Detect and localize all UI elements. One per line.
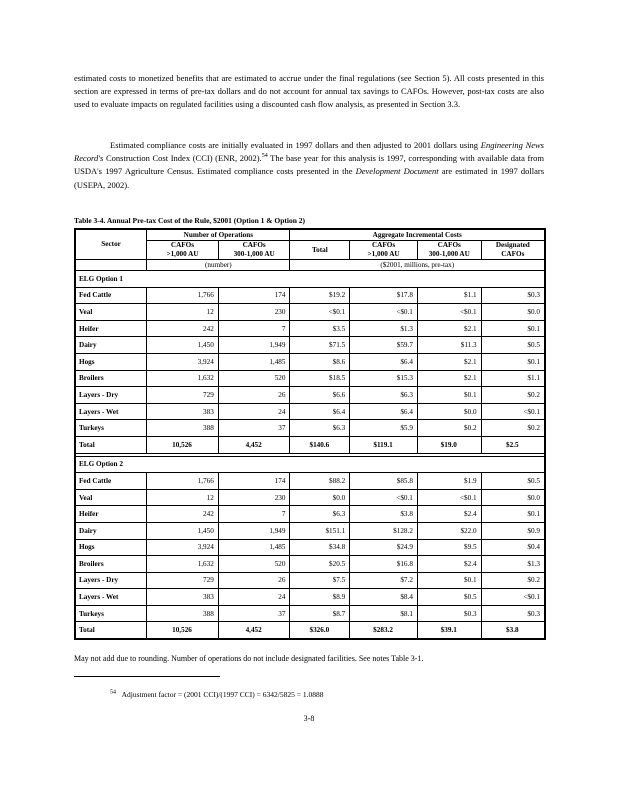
designated-cost-cell: $0.5 [481, 473, 545, 490]
ops-mid-cell: 1,485 [218, 539, 290, 556]
ops-large-header: CAFOs >1,000 AU [147, 241, 219, 260]
designated-cost-cell: <$0.1 [481, 589, 545, 606]
mid-cost-cell: $2.4 [417, 506, 481, 523]
sector-cell: Veal [75, 489, 147, 506]
ops-mid-cell: 174 [218, 473, 290, 490]
table-caption: Table 3-4. Annual Pre-tax Cost of the Rule, $2001 (Option 1 & Option 2) [74, 216, 306, 225]
large-cost-cell: $17.8 [350, 287, 418, 304]
ops-mid-cell: 520 [218, 556, 290, 573]
cost-large-header: CAFOs >1,000 AU [350, 241, 418, 260]
table-row [75, 506, 545, 523]
total-cost-cell: <$0.1 [290, 304, 350, 321]
mid-cost-cell: $0.3 [417, 605, 481, 622]
table-row [75, 556, 545, 573]
ops-large-cell: 12 [147, 304, 219, 321]
large-cost-cell: <$0.1 [350, 489, 418, 506]
table-row [75, 320, 545, 337]
mid-cost-cell: $2.1 [417, 353, 481, 370]
designated-cost-cell: $0.4 [481, 539, 545, 556]
ops-large-cell: 1,632 [147, 556, 219, 573]
total-cost-cell: $326.0 [290, 622, 350, 639]
ops-large-cell: 1,450 [147, 522, 219, 539]
total-cost-cell: $34.8 [290, 539, 350, 556]
sector-cell: Dairy [75, 337, 147, 354]
sector-cell: Dairy [75, 522, 147, 539]
ops-large-cell: 242 [147, 506, 219, 523]
sector-cell: Total [75, 436, 147, 453]
footnote-rule [74, 676, 220, 677]
ops-mid-cell: 4,452 [218, 622, 290, 639]
publication-title: Engineering News Record's [74, 140, 544, 164]
sector-cell: Heifer [75, 506, 147, 523]
table-row [75, 473, 545, 490]
sector-cell: Layers - Dry [75, 387, 147, 404]
mid-cost-cell: $0.2 [417, 420, 481, 437]
total-cost-cell: $20.5 [290, 556, 350, 573]
cost-mid-header: CAFOs 300-1,000 AU [417, 241, 481, 260]
total-cost-cell: $140.6 [290, 436, 350, 453]
footnote-number: 54 [110, 689, 116, 696]
mid-cost-cell: $2.4 [417, 556, 481, 573]
paragraph-text: Construction Cost Index (CCI) (ENR, 2002). [103, 153, 262, 164]
units-spacer [75, 260, 147, 271]
designated-cost-cell: $0.9 [481, 522, 545, 539]
mid-cost-cell: <$0.1 [417, 304, 481, 321]
table-row [75, 403, 545, 420]
designated-cost-cell: $0.5 [481, 337, 545, 354]
large-cost-cell: $128.2 [350, 522, 418, 539]
ops-mid-cell: 1,949 [218, 337, 290, 354]
mid-cost-cell: $0.5 [417, 589, 481, 606]
ops-mid-cell: 520 [218, 370, 290, 387]
large-cost-cell: $1.3 [350, 320, 418, 337]
ops-mid-cell: 37 [218, 420, 290, 437]
sector-cell: Turkeys [75, 420, 147, 437]
mid-cost-cell: $19.0 [417, 436, 481, 453]
designated-cost-cell: $0.2 [481, 387, 545, 404]
mid-cost-cell: $0.0 [417, 403, 481, 420]
ops-large-cell: 3,924 [147, 539, 219, 556]
designated-cost-cell: $1.3 [481, 556, 545, 573]
mid-cost-cell: $0.1 [417, 572, 481, 589]
sector-cell: Hogs [75, 539, 147, 556]
table-row [75, 287, 545, 304]
ops-large-cell: 729 [147, 387, 219, 404]
ops-large-cell: 1,766 [147, 287, 219, 304]
costs-group-header: Aggregate Incremental Costs [290, 229, 545, 241]
total-cost-cell: $8.7 [290, 605, 350, 622]
designated-cost-cell: $0.2 [481, 420, 545, 437]
ops-mid-cell: 1,485 [218, 353, 290, 370]
total-cost-cell: $6.4 [290, 403, 350, 420]
designated-cost-cell: $1.1 [481, 370, 545, 387]
mid-cost-cell: $9.5 [417, 539, 481, 556]
mid-cost-cell: $0.1 [417, 387, 481, 404]
ops-mid-cell: 230 [218, 304, 290, 321]
ops-large-cell: 3,924 [147, 353, 219, 370]
designated-cost-cell: $0.1 [481, 353, 545, 370]
table-note: May not add due to rounding. Number of operations do not include designated facilities. See notes Table 3-1. [74, 654, 424, 663]
mid-cost-cell: $2.1 [417, 320, 481, 337]
large-cost-cell: $8.1 [350, 605, 418, 622]
cost-table [74, 228, 546, 640]
ops-mid-cell: 230 [218, 489, 290, 506]
large-cost-cell: $85.8 [350, 473, 418, 490]
ops-mid-cell: 26 [218, 572, 290, 589]
total-cost-cell: $18.5 [290, 370, 350, 387]
large-cost-cell: $5.9 [350, 420, 418, 437]
sector-header: Sector [75, 229, 147, 260]
large-cost-cell: $24.9 [350, 539, 418, 556]
designated-cost-cell: $0.0 [481, 489, 545, 506]
ops-large-cell: 1,450 [147, 337, 219, 354]
ops-mid-cell: 37 [218, 605, 290, 622]
sector-cell: Layers - Dry [75, 572, 147, 589]
designated-cost-cell: $0.1 [481, 506, 545, 523]
mid-cost-cell: $22.0 [417, 522, 481, 539]
designated-cost-cell: $0.0 [481, 304, 545, 321]
total-cost-cell: $71.5 [290, 337, 350, 354]
total-cost-cell: $8.9 [290, 589, 350, 606]
ops-mid-cell: 24 [218, 589, 290, 606]
ops-large-cell: 383 [147, 403, 219, 420]
ops-mid-header: CAFOs 300-1,000 AU [218, 241, 290, 260]
mid-cost-cell: $1.9 [417, 473, 481, 490]
large-cost-cell: $16.8 [350, 556, 418, 573]
table-row [75, 539, 545, 556]
sector-cell: Broilers [75, 556, 147, 573]
total-cost-cell: $7.5 [290, 572, 350, 589]
ops-large-cell: 242 [147, 320, 219, 337]
large-cost-cell: $6.4 [350, 353, 418, 370]
designated-cost-cell: $0.1 [481, 320, 545, 337]
sector-cell: Heifer [75, 320, 147, 337]
total-cost-cell: $19.2 [290, 287, 350, 304]
ops-large-cell: 388 [147, 420, 219, 437]
designated-cost-cell: $2.5 [481, 436, 545, 453]
total-cost-cell: $0.0 [290, 489, 350, 506]
ops-large-cell: 10,526 [147, 622, 219, 639]
ops-large-cell: 1,632 [147, 370, 219, 387]
sector-cell: Fed Cattle [75, 473, 147, 490]
document-title: Development Document [355, 166, 439, 177]
footnote-text: Adjustment factor = (2001 CCI)/(1997 CCI) = 6342/5825 = 1.0888 [121, 690, 324, 699]
designated-cost-cell: $0.2 [481, 572, 545, 589]
total-cost-cell: $8.6 [290, 353, 350, 370]
total-cost-cell: $88.2 [290, 473, 350, 490]
sector-cell: Broilers [75, 370, 147, 387]
large-cost-cell: $15.3 [350, 370, 418, 387]
footnote [110, 690, 323, 699]
large-cost-cell: $283.2 [350, 622, 418, 639]
sector-cell: Turkeys [75, 605, 147, 622]
table-row [75, 589, 545, 606]
operations-group-header: Number of Operations [147, 229, 290, 241]
table-row [75, 489, 545, 506]
large-cost-cell: <$0.1 [350, 304, 418, 321]
units-cost: ($2001, millions, pre-tax) [290, 260, 545, 271]
total-cost-cell: $3.5 [290, 320, 350, 337]
option1-body [75, 271, 545, 454]
designated-cost-cell: <$0.1 [481, 403, 545, 420]
mid-cost-cell: <$0.1 [417, 489, 481, 506]
ops-mid-cell: 7 [218, 506, 290, 523]
option2-title: ELG Option 2 [75, 456, 545, 473]
total-cost-cell: $6.3 [290, 506, 350, 523]
ops-large-cell: 10,526 [147, 436, 219, 453]
option1-title: ELG Option 1 [75, 271, 545, 288]
ops-large-cell: 1,766 [147, 473, 219, 490]
ops-large-cell: 729 [147, 572, 219, 589]
ops-large-cell: 388 [147, 605, 219, 622]
sector-cell: Hogs [75, 353, 147, 370]
large-cost-cell: $6.4 [350, 403, 418, 420]
total-cost-cell: $6.6 [290, 387, 350, 404]
mid-cost-cell: $1.1 [417, 287, 481, 304]
paragraph-text: The base year for this analysis is 1997, corresponding with available data from USDA's 1997 Agriculture Census. Estimated compliance costs presented in the [74, 153, 544, 177]
footnote-ref[interactable]: 54 [261, 153, 268, 160]
table-row [75, 370, 545, 387]
ops-mid-cell: 4,452 [218, 436, 290, 453]
large-cost-cell: $7.2 [350, 572, 418, 589]
ops-mid-cell: 24 [218, 403, 290, 420]
sector-cell: Veal [75, 304, 147, 321]
ops-large-cell: 383 [147, 589, 219, 606]
total-cost-cell: $151.1 [290, 522, 350, 539]
table-row [75, 605, 545, 622]
table-row [75, 387, 545, 404]
large-cost-cell: $119.1 [350, 436, 418, 453]
total-cost-cell: $6.3 [290, 420, 350, 437]
total-header: Total [290, 241, 350, 260]
large-cost-cell: $6.3 [350, 387, 418, 404]
table-row [75, 420, 545, 437]
sector-cell: Layers - Wet [75, 403, 147, 420]
designated-cost-cell: $3.8 [481, 622, 545, 639]
large-cost-cell: $8.4 [350, 589, 418, 606]
ops-large-cell: 12 [147, 489, 219, 506]
designated-cost-cell: $0.3 [481, 605, 545, 622]
sector-cell: Fed Cattle [75, 287, 147, 304]
mid-cost-cell: $39.1 [417, 622, 481, 639]
page-number: 3-8 [303, 714, 315, 723]
mid-cost-cell: $11.3 [417, 337, 481, 354]
sector-cell: Layers - Wet [75, 589, 147, 606]
table-row [75, 572, 545, 589]
cost-basis-paragraph [74, 139, 544, 192]
mid-cost-cell: $2.1 [417, 370, 481, 387]
designated-cost-cell: $0.3 [481, 287, 545, 304]
designated-header: Designated CAFOs [481, 241, 545, 260]
total-row [75, 436, 545, 453]
intro-paragraph: estimated costs to monetized benefits that are estimated to accrue under the final regulations (see Section 5). All costs presented in this section are expressed in terms of pre-tax dollars and do not account for annual tax savings to CAFOs. However, post-tax costs are also used to evaluate impacts on regulated facilities using a discounted cash flow analysis, as presented in Section 3.3. [74, 73, 544, 110]
large-cost-cell: $59.7 [350, 337, 418, 354]
sector-cell: Total [75, 622, 147, 639]
paragraph-text: Estimated compliance costs are initially evaluated in 1997 dollars and then adjusted to 2001 dollars using [110, 140, 481, 150]
table-row [75, 304, 545, 321]
units-number: (number) [147, 260, 290, 271]
total-row [75, 622, 545, 639]
option2-body [75, 453, 545, 639]
ops-mid-cell: 7 [218, 320, 290, 337]
table-row [75, 353, 545, 370]
large-cost-cell: $3.8 [350, 506, 418, 523]
table-row [75, 522, 545, 539]
ops-mid-cell: 26 [218, 387, 290, 404]
paragraph-text: are estimated in 1997 dollars (USEPA, 2002). [74, 166, 545, 190]
table-row [75, 337, 545, 354]
ops-mid-cell: 1,949 [218, 522, 290, 539]
ops-mid-cell: 174 [218, 287, 290, 304]
